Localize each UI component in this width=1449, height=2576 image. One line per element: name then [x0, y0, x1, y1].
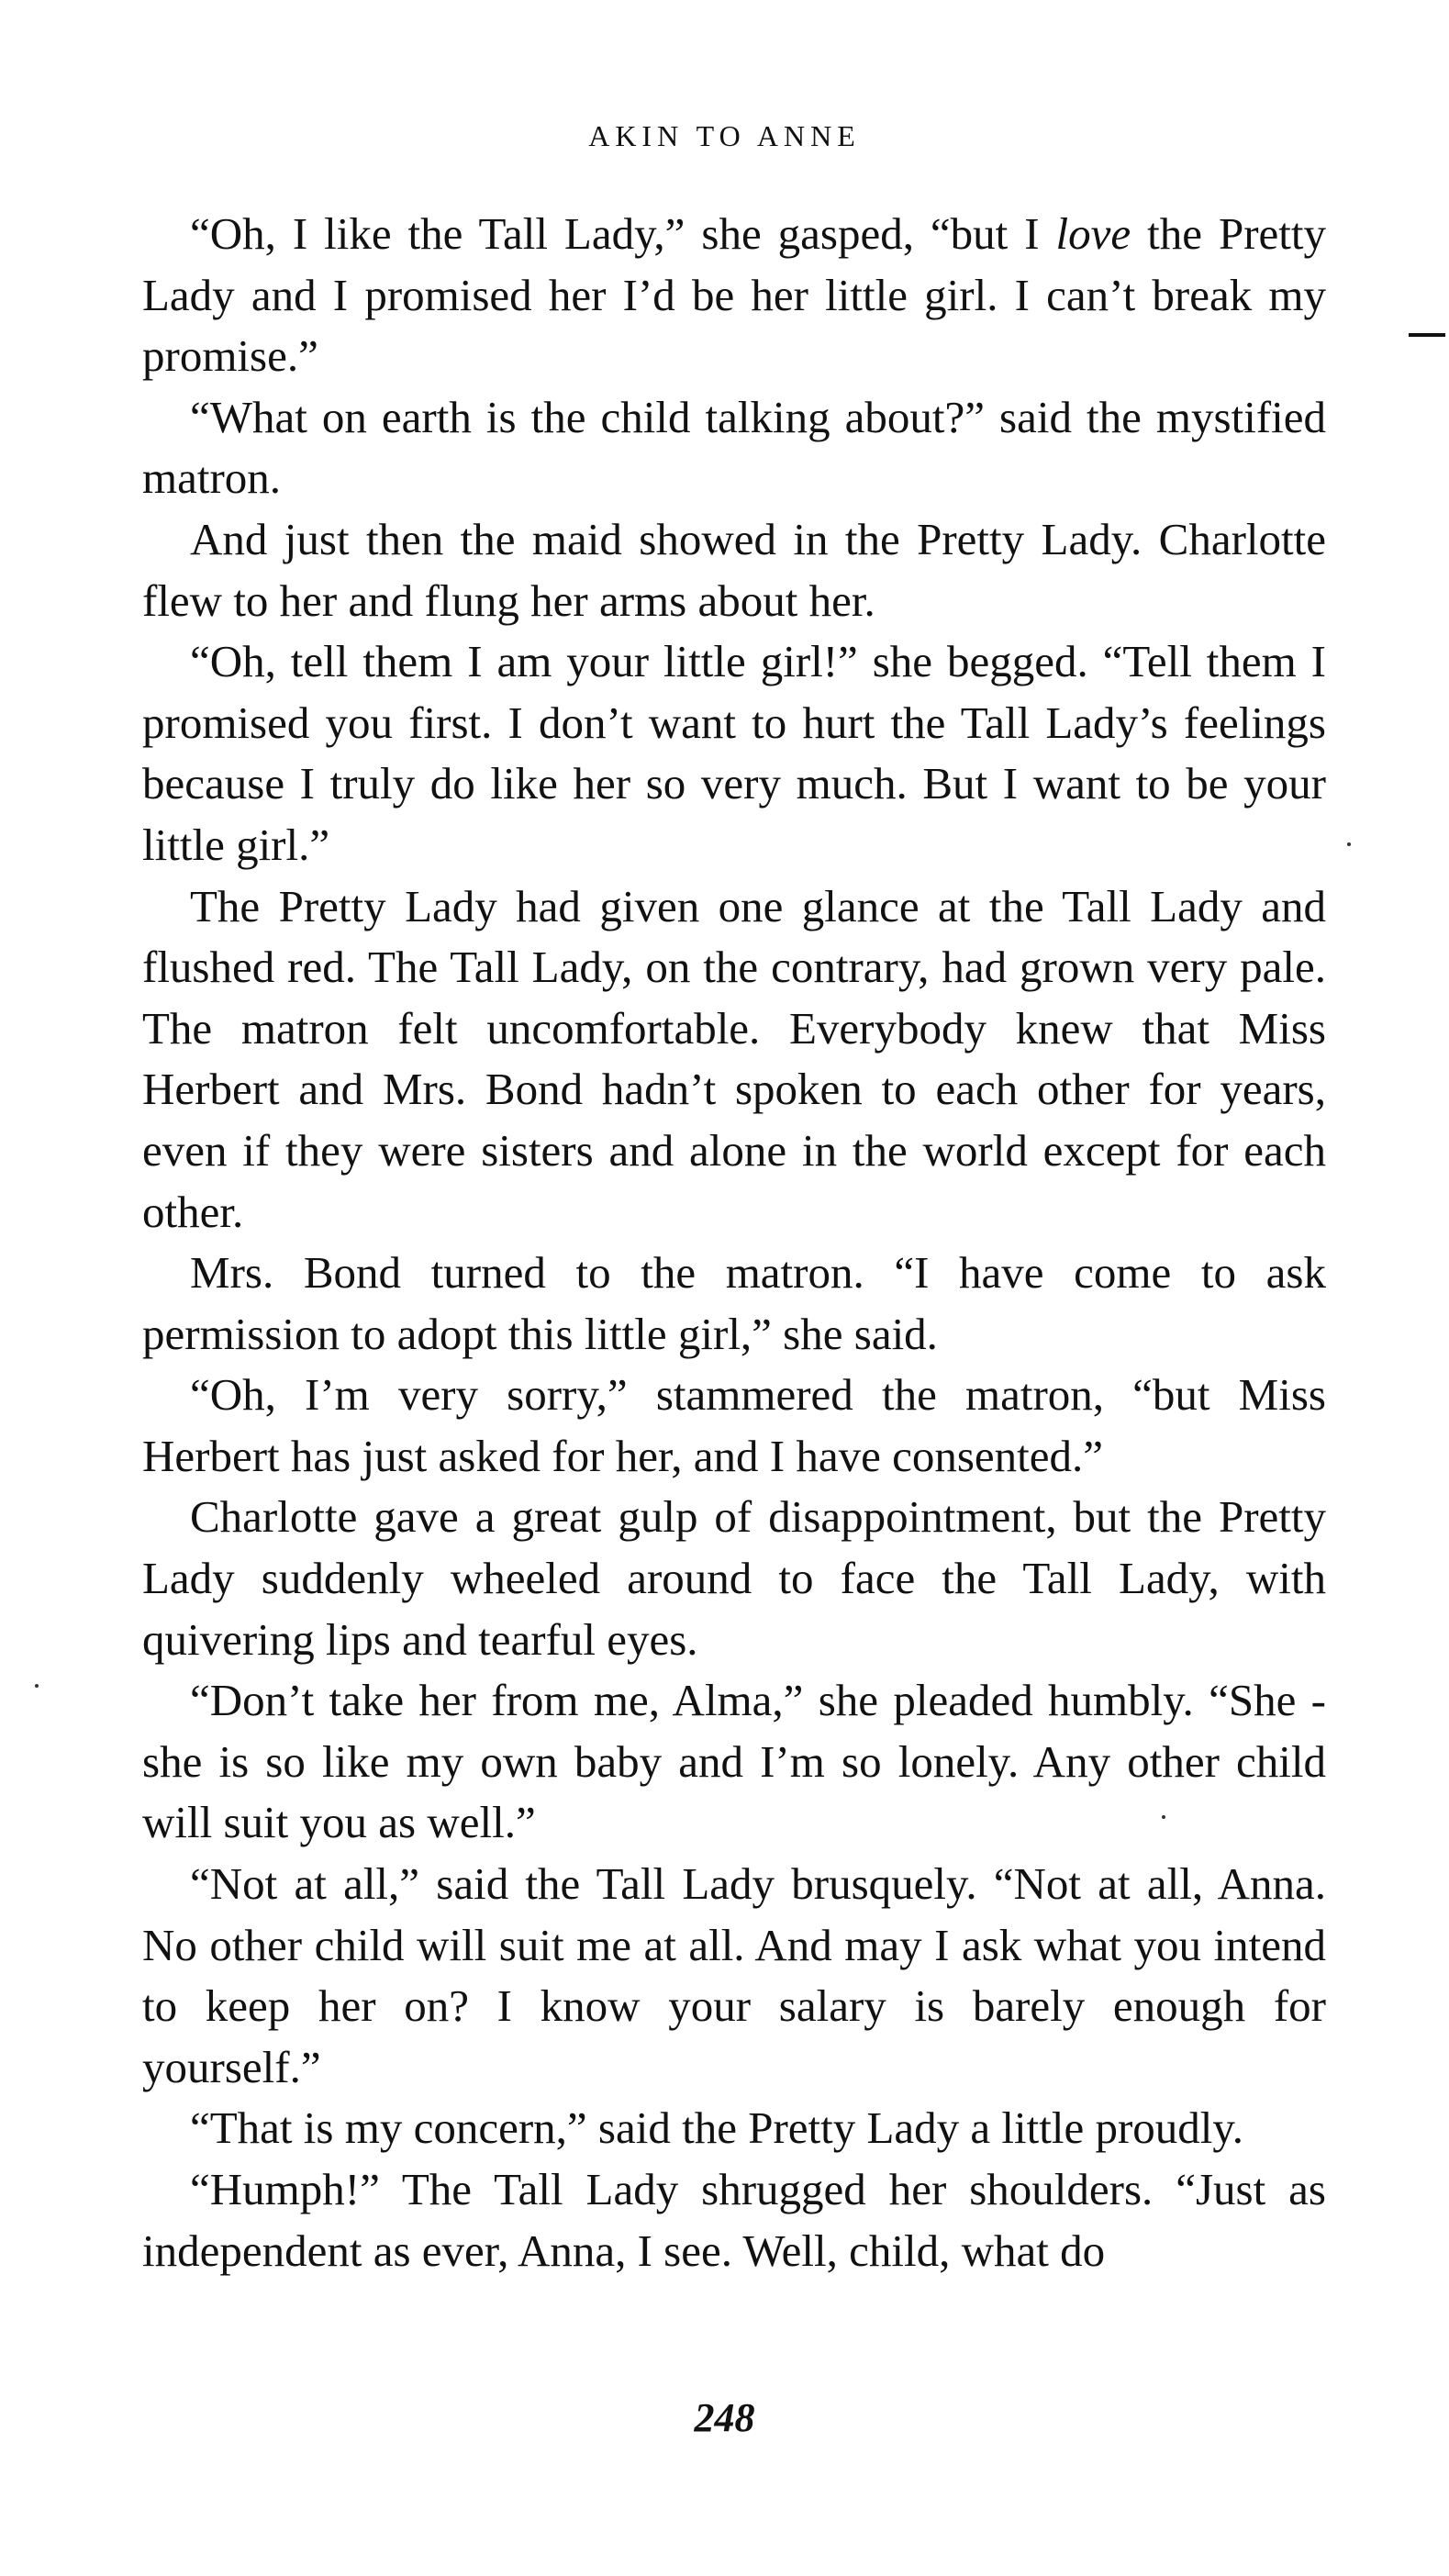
paragraph: “Oh, I like the Tall Lady,” she gasped, “but I love the Pretty Lady and I promised her I’d be her little girl. I can’t break my promise.” [142, 208, 1326, 382]
paragraph: “Oh, tell them I am your little girl!” she begged. “Tell them I promised you first. I don’t want to hurt the Tall Lady’s feelings because I truly do like her so very much. But I want to be your little girl.” [142, 636, 1326, 870]
paragraph: And just then the maid showed in the Pretty Lady. Charlotte flew to her and flung her arms about her. [142, 513, 1326, 626]
emphasized-word: love [1055, 208, 1131, 259]
paragraph: “Don’t take her from me, Alma,” she pleaded humbly. “She - she is so like my own baby and I’m so lonely. Any other child will suit you as well.” [142, 1675, 1326, 1848]
page-number: 248 [694, 2395, 755, 2440]
running-head: AKIN TO ANNE [588, 119, 861, 152]
paragraph: “What on earth is the child talking about?” said the mystified matron. [142, 391, 1326, 504]
paragraph: Mrs. Bond turned to the matron. “I have come to ask permission to adopt this little girl,” she said. [142, 1247, 1326, 1359]
paragraph: Charlotte gave a great gulp of disappointment, but the Pretty Lady suddenly wheeled around to face the Tall Lady, with quivering lips and tearful eyes. [142, 1491, 1326, 1665]
scan-speck [35, 1684, 39, 1688]
scan-speck [1162, 1815, 1165, 1819]
paragraph: “Not at all,” said the Tall Lady brusquely. “Not at all, Anna. No other child will suit me at all. And may I ask what you intend to keep her on? I know your salary is barely enough for yourself.” [142, 1858, 1326, 2092]
paragraph: “That is my concern,” said the Pretty Lady a little proudly. [190, 2102, 1243, 2154]
body-text [142, 204, 1326, 2281]
paragraph: The Pretty Lady had given one glance at the Tall Lady and flushed red. The Tall Lady, on the contrary, had grown very pale. The matron felt uncomfortable. Everybody knew that Miss Herbert and Mrs. Bond hadn’t spoken to each other for years, even if they were sisters and alone in the world except for each other. [142, 880, 1326, 1237]
scan-speck [1347, 842, 1351, 846]
paragraph: “Oh, I’m very sorry,” stammered the matron, “but Miss Herbert has just asked for her, and I have consented.” [142, 1369, 1326, 1481]
paragraph: “Humph!” The Tall Lady shrugged her shoulders. “Just as independent as ever, Anna, I see. Well, child, what do [142, 2164, 1326, 2276]
margin-mark [1409, 333, 1445, 337]
